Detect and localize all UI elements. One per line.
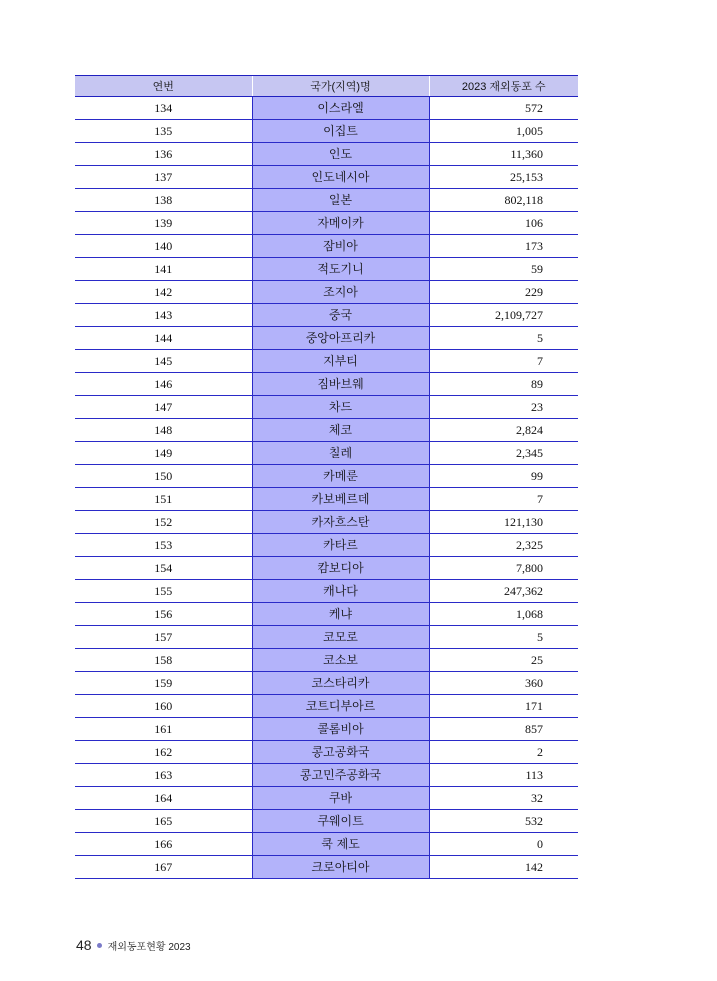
cell-country: 쿡 제도	[252, 833, 429, 856]
cell-population: 59	[429, 258, 578, 281]
cell-country: 지부티	[252, 350, 429, 373]
table-row	[75, 511, 578, 534]
table-row	[75, 741, 578, 764]
cell-country: 카타르	[252, 534, 429, 557]
cell-country: 조지아	[252, 281, 429, 304]
cell-number: 158	[75, 649, 252, 672]
cell-population: 25,153	[429, 166, 578, 189]
cell-population: 532	[429, 810, 578, 833]
cell-number: 146	[75, 373, 252, 396]
cell-number: 141	[75, 258, 252, 281]
table-header-row	[75, 76, 578, 97]
cell-country: 코트디부아르	[252, 695, 429, 718]
cell-population: 7,800	[429, 557, 578, 580]
cell-population: 7	[429, 350, 578, 373]
cell-number: 167	[75, 856, 252, 879]
table-row	[75, 166, 578, 189]
cell-country: 쿠바	[252, 787, 429, 810]
cell-country: 중앙아프리카	[252, 327, 429, 350]
cell-population: 0	[429, 833, 578, 856]
column-header-country: 국가(지역)명	[252, 76, 429, 97]
table-row	[75, 235, 578, 258]
cell-population: 113	[429, 764, 578, 787]
cell-country: 코소보	[252, 649, 429, 672]
cell-country: 케냐	[252, 603, 429, 626]
cell-number: 151	[75, 488, 252, 511]
cell-population: 2,345	[429, 442, 578, 465]
cell-number: 161	[75, 718, 252, 741]
cell-country: 이집트	[252, 120, 429, 143]
cell-number: 164	[75, 787, 252, 810]
table-row	[75, 281, 578, 304]
table-row	[75, 557, 578, 580]
cell-country: 코모로	[252, 626, 429, 649]
cell-country: 인도	[252, 143, 429, 166]
cell-number: 138	[75, 189, 252, 212]
cell-country: 자메이카	[252, 212, 429, 235]
cell-country: 캄보디아	[252, 557, 429, 580]
cell-country: 크로아티아	[252, 856, 429, 879]
table-row	[75, 603, 578, 626]
table-row	[75, 143, 578, 166]
cell-country: 적도기니	[252, 258, 429, 281]
table-row	[75, 350, 578, 373]
cell-country: 짐바브웨	[252, 373, 429, 396]
cell-population: 2,325	[429, 534, 578, 557]
cell-number: 166	[75, 833, 252, 856]
table-row	[75, 787, 578, 810]
cell-number: 157	[75, 626, 252, 649]
table-row	[75, 97, 578, 120]
cell-population: 1,005	[429, 120, 578, 143]
table-row	[75, 396, 578, 419]
cell-population: 2	[429, 741, 578, 764]
cell-number: 165	[75, 810, 252, 833]
table-row	[75, 120, 578, 143]
publication-title: 재외동포현황 2023	[107, 942, 191, 953]
cell-number: 153	[75, 534, 252, 557]
cell-country: 칠레	[252, 442, 429, 465]
cell-number: 145	[75, 350, 252, 373]
cell-number: 140	[75, 235, 252, 258]
cell-population: 32	[429, 787, 578, 810]
cell-population: 121,130	[429, 511, 578, 534]
cell-number: 155	[75, 580, 252, 603]
table-row	[75, 856, 578, 879]
cell-population: 1,068	[429, 603, 578, 626]
table-row	[75, 810, 578, 833]
table-row	[75, 833, 578, 856]
cell-population: 857	[429, 718, 578, 741]
cell-population: 89	[429, 373, 578, 396]
table-row	[75, 649, 578, 672]
cell-number: 147	[75, 396, 252, 419]
table-row	[75, 419, 578, 442]
table-row	[75, 672, 578, 695]
table-row	[75, 764, 578, 787]
cell-country: 체코	[252, 419, 429, 442]
table-row	[75, 626, 578, 649]
cell-number: 152	[75, 511, 252, 534]
table-row	[75, 189, 578, 212]
cell-number: 139	[75, 212, 252, 235]
cell-number: 149	[75, 442, 252, 465]
cell-country: 잠비아	[252, 235, 429, 258]
cell-country: 카자흐스탄	[252, 511, 429, 534]
cell-number: 135	[75, 120, 252, 143]
cell-population: 2,109,727	[429, 304, 578, 327]
table-row	[75, 580, 578, 603]
cell-country: 이스라엘	[252, 97, 429, 120]
cell-number: 144	[75, 327, 252, 350]
cell-number: 148	[75, 419, 252, 442]
cell-number: 162	[75, 741, 252, 764]
table-row	[75, 442, 578, 465]
cell-number: 134	[75, 97, 252, 120]
cell-population: 25	[429, 649, 578, 672]
cell-population: 99	[429, 465, 578, 488]
cell-population: 106	[429, 212, 578, 235]
cell-population: 171	[429, 695, 578, 718]
cell-country: 중국	[252, 304, 429, 327]
cell-population: 142	[429, 856, 578, 879]
cell-population: 229	[429, 281, 578, 304]
cell-population: 7	[429, 488, 578, 511]
table-row	[75, 718, 578, 741]
cell-country: 카메룬	[252, 465, 429, 488]
cell-population: 11,360	[429, 143, 578, 166]
cell-number: 154	[75, 557, 252, 580]
cell-country: 카보베르데	[252, 488, 429, 511]
cell-population: 5	[429, 327, 578, 350]
column-header-population: 2023 재외동포 수	[429, 76, 578, 97]
cell-country: 콜롬비아	[252, 718, 429, 741]
page-footer	[76, 937, 191, 953]
cell-number: 156	[75, 603, 252, 626]
column-header-number: 연번	[75, 76, 252, 97]
table-row	[75, 488, 578, 511]
cell-population: 802,118	[429, 189, 578, 212]
cell-number: 150	[75, 465, 252, 488]
cell-population: 5	[429, 626, 578, 649]
cell-country: 캐나다	[252, 580, 429, 603]
table-row	[75, 534, 578, 557]
cell-number: 160	[75, 695, 252, 718]
table-row	[75, 373, 578, 396]
page-number: 48	[76, 937, 92, 953]
cell-number: 136	[75, 143, 252, 166]
cell-country: 일본	[252, 189, 429, 212]
table-row	[75, 465, 578, 488]
table-row	[75, 258, 578, 281]
cell-population: 247,362	[429, 580, 578, 603]
bullet-dot-icon	[97, 943, 102, 948]
cell-number: 163	[75, 764, 252, 787]
cell-number: 143	[75, 304, 252, 327]
cell-number: 159	[75, 672, 252, 695]
overseas-koreans-table	[75, 75, 578, 879]
table-row	[75, 695, 578, 718]
cell-country: 쿠웨이트	[252, 810, 429, 833]
table-row	[75, 304, 578, 327]
cell-country: 콩고공화국	[252, 741, 429, 764]
cell-number: 142	[75, 281, 252, 304]
cell-country: 콩고민주공화국	[252, 764, 429, 787]
cell-population: 360	[429, 672, 578, 695]
table-row	[75, 212, 578, 235]
cell-population: 173	[429, 235, 578, 258]
cell-population: 23	[429, 396, 578, 419]
table-row	[75, 327, 578, 350]
cell-country: 차드	[252, 396, 429, 419]
cell-population: 2,824	[429, 419, 578, 442]
cell-number: 137	[75, 166, 252, 189]
cell-population: 572	[429, 97, 578, 120]
cell-country: 코스타리카	[252, 672, 429, 695]
cell-country: 인도네시아	[252, 166, 429, 189]
